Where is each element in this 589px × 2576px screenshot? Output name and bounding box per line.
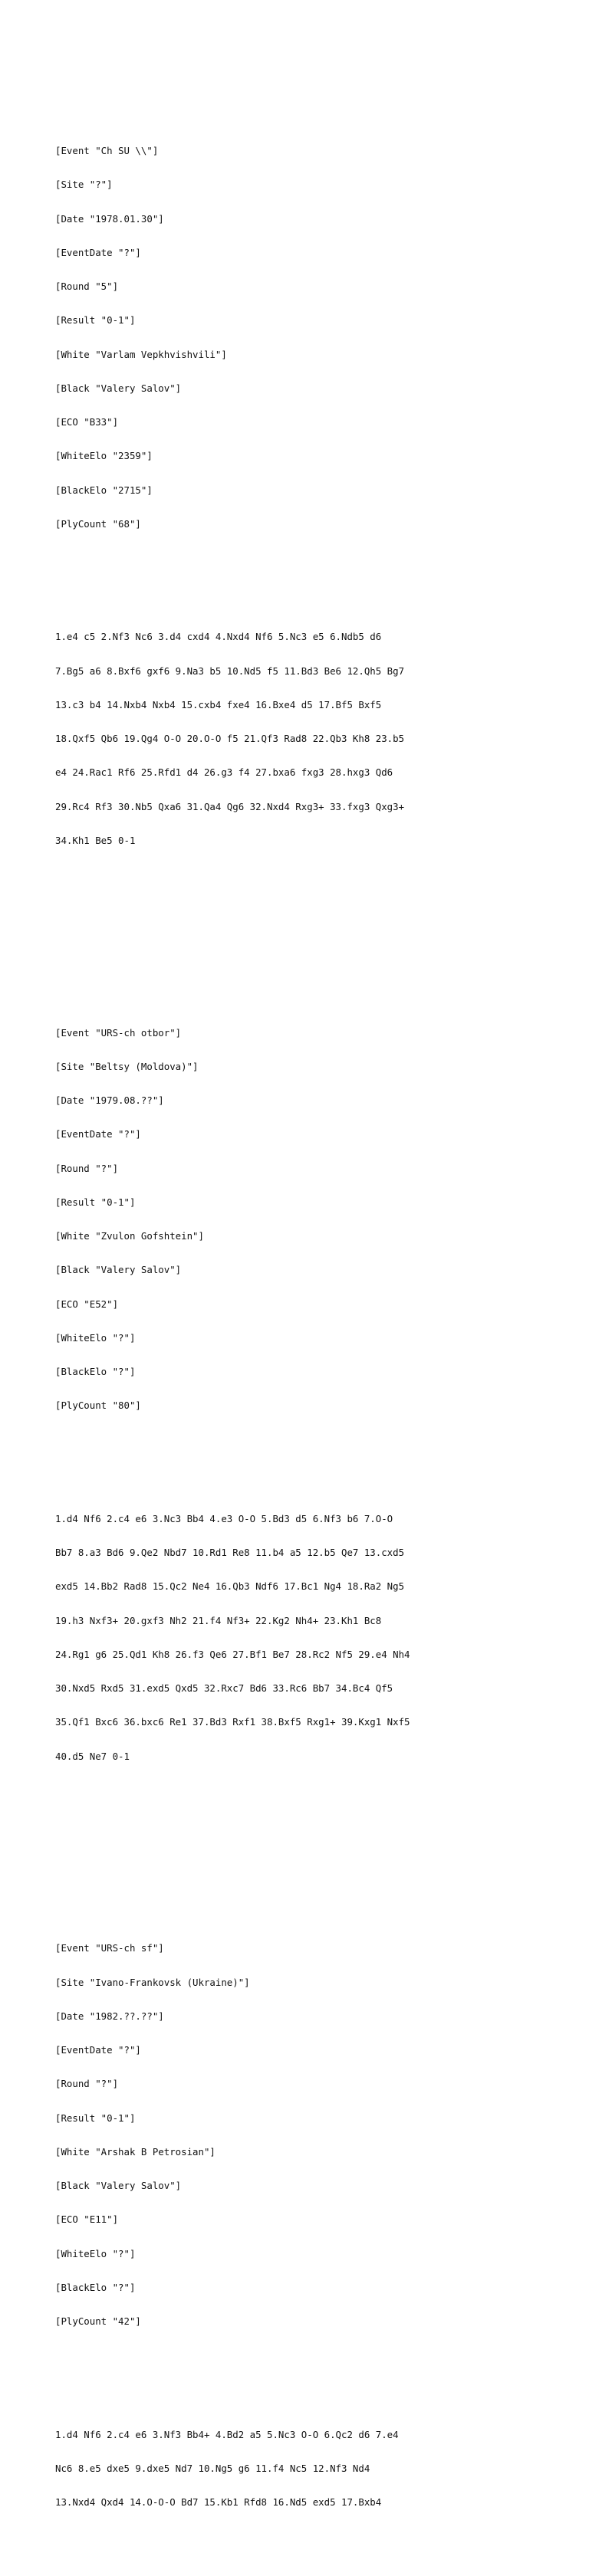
header-line: [White "Arshak B Petrosian"] (55, 2145, 216, 2158)
header-line: [Event "Ch SU \\"] (55, 145, 159, 156)
move-line: 13.Nxd4 Qxd4 14.O-O-O Bd7 15.Kb1 Rfd8 16.Nd5 exd5 17.Bxb4 (55, 2496, 382, 2508)
game-1-moves (55, 609, 577, 869)
header-line: [Date "1982.??.??"] (55, 2010, 164, 2022)
move-line: 35.Qf1 Bxc6 36.bxc6 Re1 37.Bd3 Rxf1 38.Bxf5 Rxg1+ 39.Kxg1 Nxf5 (55, 1716, 410, 1728)
header-line: [Round "?"] (55, 1162, 119, 1174)
header-line: [Site "?"] (55, 179, 113, 191)
move-line: 1.d4 Nf6 2.c4 e6 3.Nc3 Bb4 4.e3 O-O 5.Bd3 d5 6.Nf3 b6 7.O-O (55, 1512, 393, 1524)
game-1 (55, 100, 577, 892)
header-line: [White "Zvulon Gofshtein"] (55, 1230, 204, 1242)
move-line: e4 24.Rac1 Rf6 25.Rfd1 d4 26.g3 f4 27.bxa6 fxg3 28.hxg3 Qd6 (55, 766, 393, 779)
move-line: Bb7 8.a3 Bd6 9.Qe2 Nbd7 10.Rd1 Re8 11.b4 a5 12.b5 Qe7 13.cxd5 (55, 1547, 405, 1558)
header-line: [ECO "E11"] (55, 2213, 119, 2226)
move-line: 1.e4 c5 2.Nf3 Nc6 3.d4 cxd4 4.Nxd4 Nf6 5.Nc3 e5 6.Ndb5 d6 (55, 631, 382, 643)
game-3-headers (55, 1921, 577, 2351)
header-line: [WhiteElo "?"] (55, 2247, 136, 2259)
header-line: [EventDate "?"] (55, 2044, 141, 2056)
move-line: 13.c3 b4 14.Nxb4 Nxb4 15.cxb4 fxe4 16.Bxe4 d5 17.Bf5 Bxf5 (55, 698, 382, 710)
header-line: [EventDate "?"] (55, 246, 141, 258)
header-line: [Result "0-1"] (55, 2112, 136, 2124)
header-line: [Event "URS-ch otbor"] (55, 1026, 182, 1039)
header-line: [PlyCount "80"] (55, 1400, 141, 1412)
header-line: [EventDate "?"] (55, 1128, 141, 1140)
move-line: exd5 14.Bb2 Rad8 15.Qc2 Ne4 16.Qb3 Ndf6 17.Bc1 Ng4 18.Ra2 Ng5 (55, 1580, 405, 1593)
move-line: 19.h3 Nxf3+ 20.gxf3 Nh2 21.f4 Nf3+ 22.Kg2 Nh4+ 23.Kh1 Bc8 (55, 1614, 382, 1626)
header-line: [White "Varlam Vepkhvishvili"] (55, 348, 227, 360)
move-line: 40.d5 Ne7 0-1 (55, 1750, 130, 1762)
game-3-moves (55, 2407, 577, 2531)
header-line: [WhiteElo "?"] (55, 1331, 136, 1344)
spacer (55, 1457, 577, 1468)
header-line: [Date "1979.08.??"] (55, 1094, 164, 1106)
game-2-headers (55, 1005, 577, 1435)
header-line: [Site "Ivano-Frankovsk (Ukraine)"] (55, 1976, 250, 1988)
spacer (55, 2373, 577, 2384)
move-line: Nc6 8.e5 dxe5 9.dxe5 Nd7 10.Ng5 g6 11.f4 Nc5 12.Nf3 Nd4 (55, 2462, 370, 2474)
header-line: [ECO "B33"] (55, 416, 119, 428)
header-line: [Black "Valery Salov"] (55, 2180, 182, 2191)
header-line: [PlyCount "68"] (55, 517, 141, 530)
move-line: 24.Rg1 g6 25.Qd1 Kh8 26.f3 Qe6 27.Bf1 Be7 28.Rc2 Nf5 29.e4 Nh4 (55, 1648, 410, 1660)
spacer (55, 576, 577, 587)
header-line: [Site "Beltsy (Moldova)"] (55, 1060, 199, 1072)
move-line: 34.Kh1 Be5 0-1 (55, 834, 136, 846)
header-line: [BlackElo "2715"] (55, 484, 153, 496)
move-line: 29.Rc4 Rf3 30.Nb5 Qxa6 31.Qa4 Qg6 32.Nxd4 Rxg3+ 33.fxg3 Qxg3+ (55, 800, 405, 812)
header-line: [BlackElo "?"] (55, 1366, 136, 1377)
header-line: [WhiteElo "2359"] (55, 450, 153, 462)
move-line: 7.Bg5 a6 8.Bxf6 gxf6 9.Na3 b5 10.Nd5 f5 11.Bd3 Be6 12.Qh5 Bg7 (55, 665, 405, 677)
move-line: 18.Qxf5 Qb6 19.Qg4 O-O 20.O-O f5 21.Qf3 Rad8 22.Qb3 Kh8 23.b5 (55, 733, 405, 744)
move-line: 1.d4 Nf6 2.c4 e6 3.Nf3 Bb4+ 4.Bd2 a5 5.Nc3 O-O 6.Qc2 d6 7.e4 (55, 2428, 399, 2440)
header-line: [Round "?"] (55, 2078, 119, 2090)
header-line: [Event "URS-ch sf"] (55, 1942, 164, 1954)
header-line: [ECO "E52"] (55, 1298, 119, 1310)
header-line: [Result "0-1"] (55, 314, 136, 327)
header-line: [Date "1978.01.30"] (55, 212, 164, 225)
move-line: 30.Nxd5 Rxd5 31.exd5 Qxd5 32.Rxc7 Bd6 33.Rc6 Bb7 34.Bc4 Qf5 (55, 1682, 393, 1694)
game-2-moves (55, 1491, 577, 1785)
header-line: [BlackElo "?"] (55, 2281, 136, 2293)
header-line: [Black "Valery Salov"] (55, 1264, 182, 1276)
header-line: [Black "Valery Salov"] (55, 382, 182, 394)
game-1-headers (55, 123, 577, 553)
header-line: [Round "5"] (55, 281, 119, 292)
spacer (55, 926, 577, 937)
pgn-document (55, 55, 577, 2576)
spacer (55, 1842, 577, 1853)
header-line: [Result "0-1"] (55, 1196, 136, 1208)
header-line: [PlyCount "42"] (55, 2315, 141, 2327)
game-3 (55, 1898, 577, 2554)
game-2 (55, 983, 577, 1808)
